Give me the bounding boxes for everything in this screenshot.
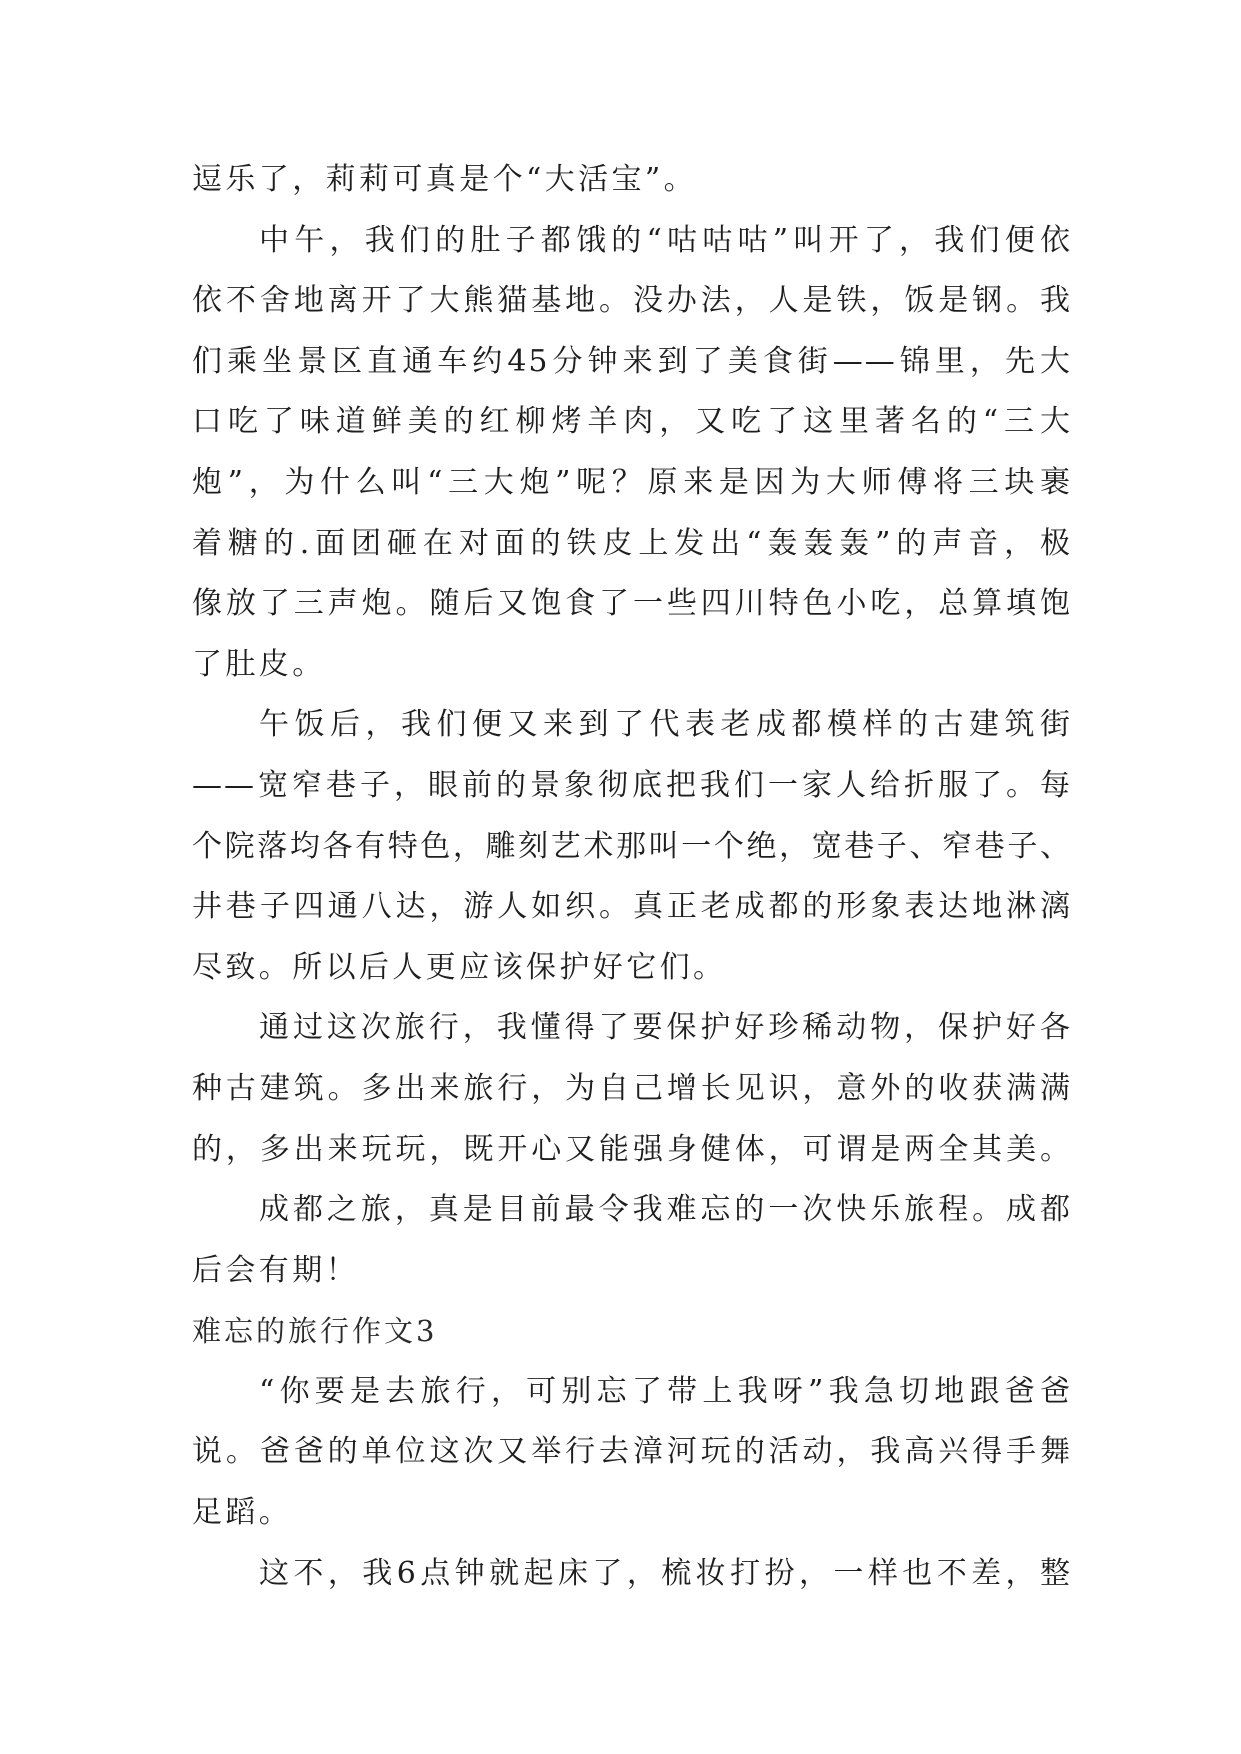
text-line: 了肚皮。 xyxy=(192,646,326,682)
text-line: 逗乐了，莉莉可真是个“大活宝”。 xyxy=(192,162,698,197)
text-line: 像放了三声炮。随后又饱食了一些四川特色小吃，总算填饱 xyxy=(192,586,1072,622)
text-line: 通过这次旅行，我懂得了要保护好珍稀动物，保护好各 xyxy=(259,1010,1072,1046)
text-line: 依不舍地离开了大熊猫基地。没办法，人是铁，饭是钢。我 xyxy=(192,283,1072,319)
text-line: 井巷子四通八达，游人如织。真正老成都的形象表达地淋漓 xyxy=(192,889,1072,925)
continued-essay xyxy=(192,150,1072,1301)
text-line: 足蹈。 xyxy=(192,1495,293,1531)
text-line: 说。爸爸的单位这次又举行去漳河玩的活动，我高兴得手舞 xyxy=(192,1434,1072,1470)
text-line: “你要是去旅行，可别忘了带上我呀”我急切地跟爸爸 xyxy=(259,1373,1072,1409)
paragraph xyxy=(192,211,1072,696)
text-line: 午饭后，我们便又来到了代表老成都模样的古建筑街 xyxy=(259,707,1072,743)
paragraph xyxy=(192,1544,1072,1605)
paragraph xyxy=(192,150,1072,211)
document-body xyxy=(192,150,1072,1604)
text-line: 着糖的.面团砸在对面的铁皮上发出“轰轰轰”的声音，极 xyxy=(192,525,1072,561)
text-line: 这不，我6点钟就起床了，梳妆打扮，一样也不差，整 xyxy=(259,1555,1072,1591)
text-line: 口吃了味道鲜美的红柳烤羊肉，又吃了这里著名的“三大 xyxy=(192,404,1072,440)
paragraph xyxy=(192,695,1072,998)
paragraph xyxy=(192,1180,1072,1301)
text-line: 炮”，为什么叫“三大炮”呢？原来是因为大师傅将三块裹 xyxy=(192,464,1072,500)
text-line: 个院落均各有特色，雕刻艺术那叫一个绝，宽巷子、窄巷子、 xyxy=(192,828,1072,864)
next-essay xyxy=(192,1301,1072,1604)
text-line: 中午，我们的肚子都饿的“咕咕咕”叫开了，我们便依 xyxy=(259,222,1072,258)
text-line: ——宽窄巷子，眼前的景象彻底把我们一家人给折服了。每 xyxy=(192,767,1072,803)
paragraph xyxy=(192,998,1072,1180)
text-line: 后会有期！ xyxy=(192,1252,359,1288)
text-line: 们乘坐景区直通车约45分钟来到了美食街——锦里，先大 xyxy=(192,343,1072,379)
text-line: 种古建筑。多出来旅行，为自己增长见识，意外的收获满满 xyxy=(192,1070,1072,1106)
text-line: 的，多出来玩玩，既开心又能强身健体，可谓是两全其美。 xyxy=(192,1131,1072,1167)
text-line: 成都之旅，真是目前最令我难忘的一次快乐旅程。成都 xyxy=(259,1192,1072,1228)
paragraph xyxy=(192,1362,1072,1544)
text-line: 尽致。所以后人更应该保护好它们。 xyxy=(192,949,727,985)
essay-title: 难忘的旅行作文3 xyxy=(192,1314,438,1349)
